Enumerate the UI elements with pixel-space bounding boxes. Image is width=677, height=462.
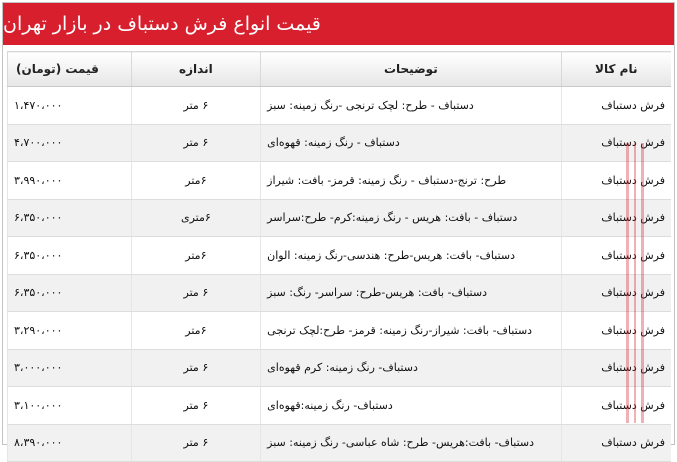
cell-size: ۶متر	[131, 162, 261, 200]
cell-description: دستباف - بافت: هریس - رنگ زمینه:کرم- طرح:سراسر	[261, 199, 561, 237]
cell-description: دستباف- بافت:هریس- طرح: شاه عباسی- رنگ زمینه: سبز	[261, 424, 561, 462]
cell-name: فرش دستباف	[561, 274, 671, 312]
cell-price: ۳،۹۹۰،۰۰۰	[8, 162, 132, 200]
cell-price: ۳،۲۹۰،۰۰۰	[8, 312, 132, 350]
cell-size: ۶ متر	[131, 349, 261, 387]
cell-description: دستباف- رنگ زمینه: کرم قهوه‌ای	[261, 349, 561, 387]
header-row	[8, 52, 672, 87]
table-row	[8, 387, 672, 425]
price-table-card	[2, 2, 675, 450]
cell-price: ۸،۳۹۰،۰۰۰	[8, 424, 132, 462]
header-description: توضیحات	[261, 52, 561, 87]
cell-size: ۶متر	[131, 237, 261, 275]
table-title: قیمت انواع فرش دستباف در بازار تهران	[3, 13, 321, 35]
cell-name: فرش دستباف	[561, 424, 671, 462]
table-title-bar	[3, 3, 674, 45]
cell-size: ۶متر	[131, 312, 261, 350]
table-row	[8, 237, 672, 275]
cell-description: دستباف- بافت: هریس-طرح: سراسر- رنگ: سبز	[261, 274, 561, 312]
table-row	[8, 162, 672, 200]
cell-price: ۳،۱۰۰،۰۰۰	[8, 387, 132, 425]
header-size: اندازه	[131, 52, 261, 87]
cell-name: فرش دستباف	[561, 237, 671, 275]
cell-size: ۶متری	[131, 199, 261, 237]
price-table	[7, 51, 671, 462]
cell-name: فرش دستباف	[561, 199, 671, 237]
table-row	[8, 424, 672, 462]
header-price: قیمت (تومان)	[8, 52, 132, 87]
table-row	[8, 274, 672, 312]
cell-price: ۶،۳۵۰،۰۰۰	[8, 274, 132, 312]
cell-description: طرح: ترنج-دستباف - رنگ زمینه: قرمز- بافت: شیراز	[261, 162, 561, 200]
cell-price: ۱،۴۷۰،۰۰۰	[8, 87, 132, 125]
table-row	[8, 199, 672, 237]
cell-size: ۶ متر	[131, 387, 261, 425]
cell-description: دستباف- بافت: هریس-طرح: هندسی-رنگ زمینه: الوان	[261, 237, 561, 275]
cell-price: ۶،۳۵۰،۰۰۰	[8, 199, 132, 237]
table-row	[8, 87, 672, 125]
cell-size: ۶ متر	[131, 424, 261, 462]
cell-name: فرش دستباف	[561, 349, 671, 387]
cell-description: دستباف- بافت: شیراز-رنگ زمینه: قرمز- طرح:لچک ترنجی	[261, 312, 561, 350]
header-name: نام کالا	[561, 52, 671, 87]
cell-price: ۳،۰۰۰،۰۰۰	[8, 349, 132, 387]
cell-name: فرش دستباف	[561, 87, 671, 125]
cell-size: ۶ متر	[131, 124, 261, 162]
cell-name: فرش دستباف	[561, 312, 671, 350]
cell-name: فرش دستباف	[561, 387, 671, 425]
cell-price: ۴،۷۰۰،۰۰۰	[8, 124, 132, 162]
cell-description: دستباف- رنگ زمینه:قهوه‌ای	[261, 387, 561, 425]
cell-price: ۶،۳۵۰،۰۰۰	[8, 237, 132, 275]
cell-name: فرش دستباف	[561, 162, 671, 200]
table-row	[8, 349, 672, 387]
table-row	[8, 124, 672, 162]
cell-description: دستباف - رنگ زمینه: قهوه‌ای	[261, 124, 561, 162]
cell-size: ۶ متر	[131, 274, 261, 312]
table-row	[8, 312, 672, 350]
cell-size: ۶ متر	[131, 87, 261, 125]
cell-description: دستباف - طرح: لچک ترنجی -رنگ زمینه: سبز	[261, 87, 561, 125]
cell-name: فرش دستباف	[561, 124, 671, 162]
